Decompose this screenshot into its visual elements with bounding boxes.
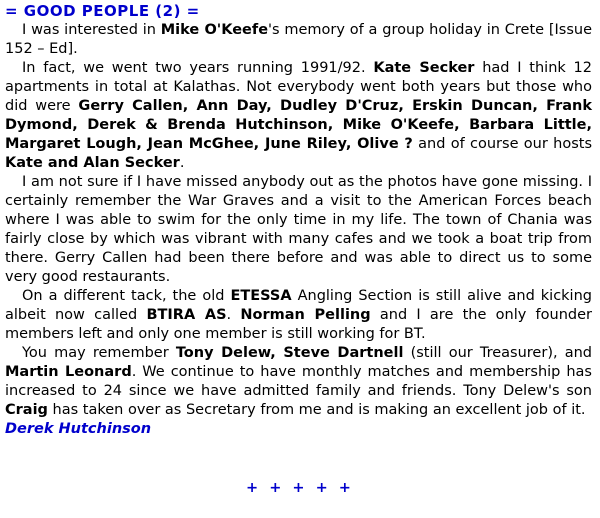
text-run: has taken over as Secretary from me and is making an excellent job of it. [47, 402, 586, 418]
bold-name: ETESSA [230, 288, 292, 304]
text-run: You may remember [22, 345, 176, 361]
bold-name: Norman Pelling [240, 307, 371, 323]
section-separator: + + + + + [246, 480, 354, 496]
text-run: and I are the only founder members left and only one member is still working for BT. [5, 307, 592, 342]
paragraph [5, 287, 592, 344]
article-heading: = GOOD PEOPLE (2) = [5, 2, 200, 20]
bold-name: Tony Delew, Steve Dartnell [175, 345, 404, 361]
author-signature: Derek Hutchinson [5, 421, 152, 437]
text-run: . [179, 155, 185, 171]
bold-name: BTIRA AS [146, 307, 227, 323]
text-run: I am not sure if I have missed anybody out as the photos have gone missing. I certainly remember the War Graves and a visit to the American Forces beach where I was able to swim for the only time in my life. The town of Chania was fairly close by which was vibrant with many cafes and we took a boat trip from there. Gerry Callen had been there before and was able to direct us to some very good restaurants. [5, 174, 592, 285]
text-run: (still our Treasurer), and [403, 345, 593, 361]
bold-name: Kate Secker [373, 60, 475, 76]
bold-name: Gerry Callen, Ann Day, Dudley D'Cruz, Erskin Duncan, Frank Dymond, Derek & Brenda Hutchinson, Mike O'Keefe, Barbara Little, Margaret Lough, Jean McGhee, June Riley, Olive ? [5, 98, 592, 152]
text-run: Angling Section is still alive and kicking albeit now called [5, 288, 592, 323]
text-run: I was interested in [22, 22, 161, 38]
paragraph [5, 21, 592, 59]
text-run: On a different tack, the old [22, 288, 231, 304]
paragraph [5, 344, 592, 420]
paragraph [5, 173, 592, 287]
text-run: and of course our hosts [412, 136, 592, 152]
bold-name: Kate and Alan Secker [5, 155, 180, 171]
article-body [5, 21, 592, 420]
bold-name: Mike O'Keefe [160, 22, 269, 38]
text-run: . [226, 307, 241, 323]
text-run: 's memory of a group holiday in Crete [Issue 152 – Ed]. [5, 22, 593, 57]
paragraph [5, 59, 592, 173]
text-run: . We continue to have monthly matches and membership has increased to 24 since we have admitted family and friends. Tony Delew's son [5, 364, 592, 399]
text-run: In fact, we went two years running 1991/92. [22, 60, 374, 76]
bold-name: Martin Leonard [5, 364, 132, 380]
bold-name: Craig [5, 402, 48, 418]
text-run: had I think 12 apartments in total at Kalathas. Not everybody went both years but those who did were [5, 60, 593, 114]
